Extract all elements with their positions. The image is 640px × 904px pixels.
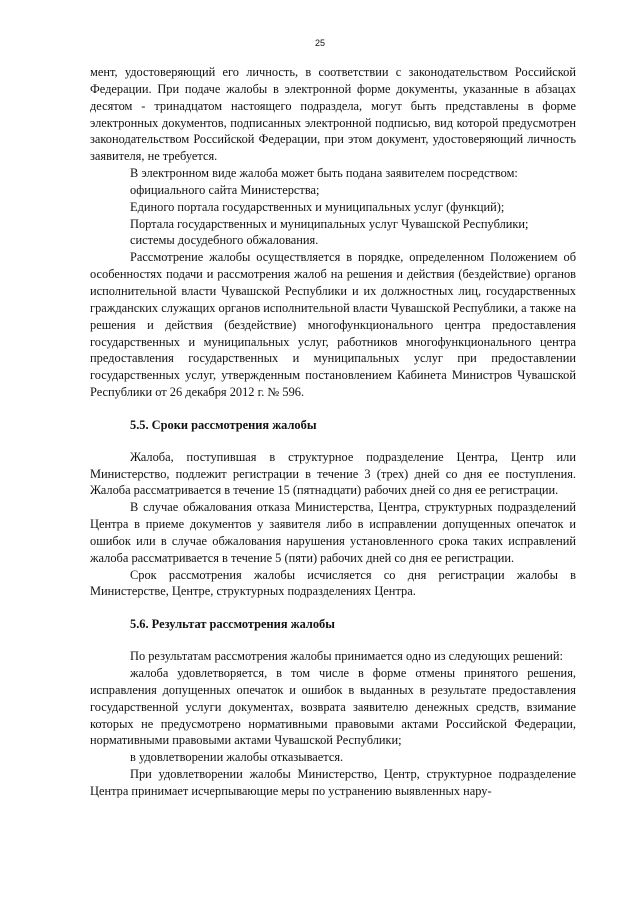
section-5-5-paragraph-refusal-appeal: В случае обжалования отказа Министерства, Центра, структурных подразделений Центра в приеме документов у заявителя либо в исправлении допущенных опечаток и ошибок или в случае обжалования нарушения установленного срока таких исправлений жалоба рассматривается в течение 5 (пяти) рабочих дней со дня ее регистрации. [90, 500, 576, 565]
section-spacer [90, 401, 576, 417]
section-spacer [90, 633, 576, 648]
page-body [90, 64, 576, 800]
section-5-6-paragraph-measures: При удовлетворении жалобы Министерство, Центр, структурное подразделение Центра принимает исчерпывающие меры по устранению выявленных нару- [90, 767, 576, 798]
electronic-item-regional-portal: Портала государственных и муниципальных услуг Чувашской Республики; [130, 216, 529, 231]
electronic-item-appeal-system: системы досудебного обжалования. [130, 233, 319, 248]
section-spacer [90, 434, 576, 449]
electronic-item-unified-portal: Единого портала государственных и муниципальных услуг (функций); [130, 199, 505, 214]
section-5-6-paragraph-decisions: По результатам рассмотрения жалобы принимается одно из следующих решений: [130, 649, 563, 664]
intro-continuation-paragraph: мент, удостоверяющий его личность, в соответствии с законодательством Российской Федерации. При подаче жалобы в электронной форме документы, указанные в абзацах десятом - тринадцатом настоящего подраздела, могут быть представлены в форме электронных документов, подписанных электронной подписью, вид которой предусмотрен законодательством Российской Федерации, при этом документ, удостоверяющий личность заявителя, не требуется. [90, 65, 576, 164]
section-5-6-paragraph-satisfied: жалоба удовлетворяется, в том числе в форме отмены принятого решения, исправления допущенных опечаток и ошибок в выданных в результате предоставления государственной услуги документах, возврата заявителю денежных средств, взимание которых не предусмотрено нормативными правовыми актами Российской Федерации, нормативными правовыми актами Чувашской Республики; [90, 666, 576, 748]
electronic-submission-intro: В электронном виде жалоба может быть подана заявителем посредством: [130, 166, 518, 181]
section-heading-5-5: 5.5. Сроки рассмотрения жалобы [130, 417, 317, 432]
section-spacer [90, 600, 576, 616]
section-heading-5-6: 5.6. Результат рассмотрения жалобы [130, 617, 335, 632]
electronic-item-ministry-site: официального сайта Министерства; [130, 182, 320, 197]
review-procedure-paragraph: Рассмотрение жалобы осуществляется в порядке, определенном Положением об особенностях подачи и рассмотрения жалоб на решения и действия (бездействие) органов исполнительной власти Чувашской Республики и их должностных лиц, государственных гражданских служащих органов исполнительной власти Чувашской Республики, а также на решения и действия (бездействие) многофункционального центра предоставления государственных и муниципальных услуг, работников многофункционального центра предоставления государственных и муниципальных услуг при предоставлении государственных услуг, утвержденным постановлением Кабинета Министров Чувашской Республики от 26 декабря 2012 г. № 596. [90, 250, 576, 400]
section-5-6-paragraph-refused: в удовлетворении жалобы отказывается. [130, 750, 344, 765]
page-number: 25 [314, 38, 325, 48]
section-5-5-paragraph-registration: Жалоба, поступившая в структурное подразделение Центра, Центр или Министерство, подлежит регистрации в течение 3 (трех) дней со дня ее поступления. Жалоба рассматривается в течение 15 (пятнадцати) рабочих дней со дня ее регистрации. [90, 449, 576, 498]
section-5-5-paragraph-term-start: Срок рассмотрения жалобы исчисляется со дня регистрации жалобы в Министерстве, Центре, структурных подразделениях Центра. [90, 567, 576, 599]
